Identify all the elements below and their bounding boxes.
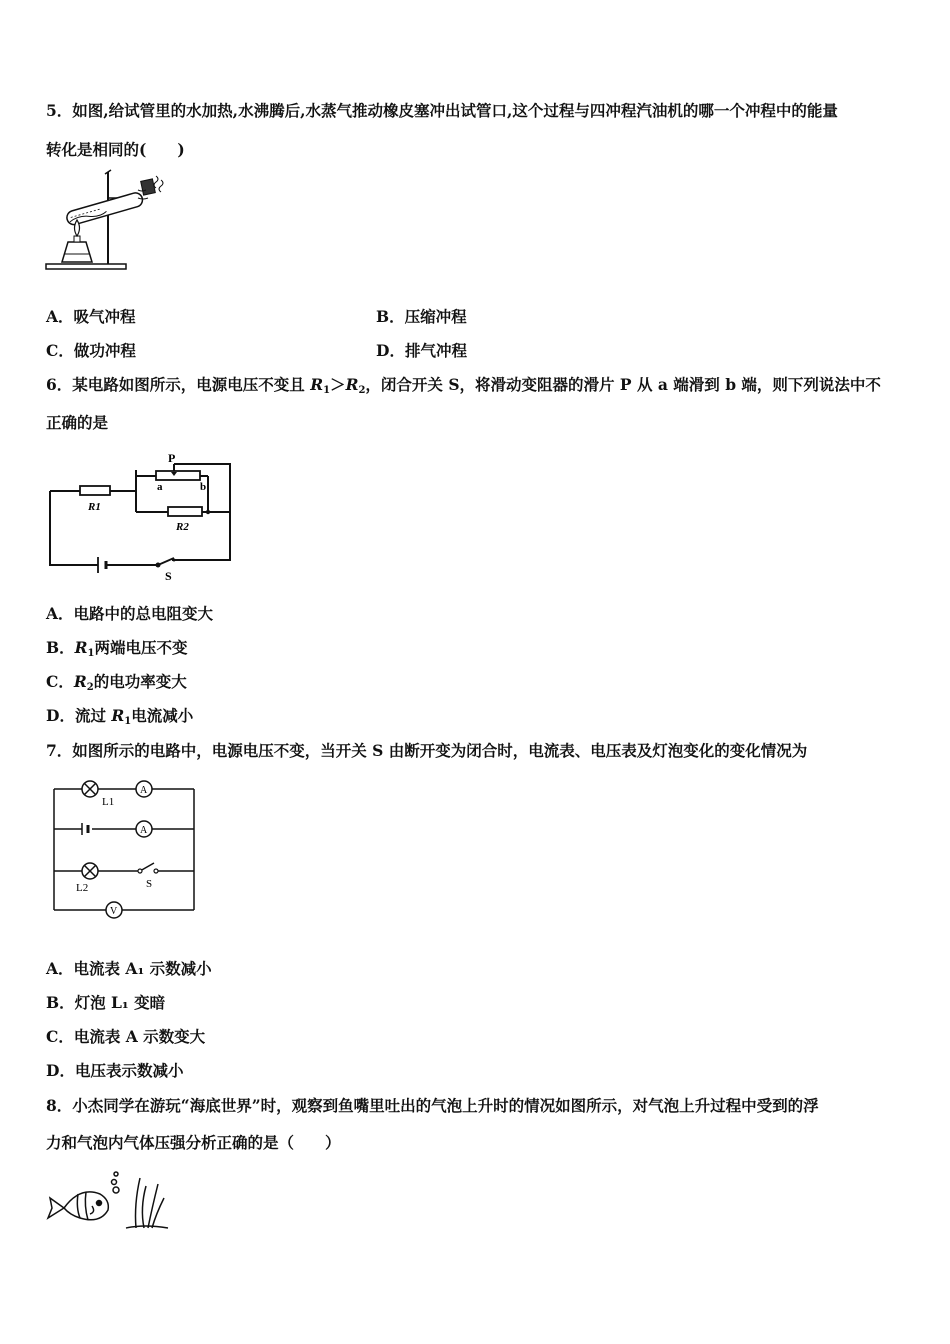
q5-option-c[interactable]: C．做功冲程 — [46, 341, 136, 360]
q6-option-a[interactable]: A．电路中的总电阻变大 — [46, 604, 214, 623]
q8-fish-bubbles-figure — [44, 1168, 172, 1232]
q7-option-d[interactable]: D．电压表示数减小 — [46, 1061, 184, 1080]
q5-stem-line2: 转化是相同的( ) — [46, 140, 185, 159]
q7-circuit-figure — [46, 775, 200, 925]
q8-stem-line1: 8．小杰同学在游玩“海底世界”时，观察到鱼嘴里吐出的气泡上升时的情况如图所示，对气泡上升过程中受到的浮 — [46, 1096, 819, 1115]
q5-stem-line1: 5．如图,给试管里的水加热,水沸腾后,水蒸气推动橡皮塞冲出试管口,这个过程与四冲程汽油机的哪一个冲程中的能量 — [46, 101, 838, 120]
q5-option-a[interactable]: A．吸气冲程 — [46, 307, 136, 326]
q6-stem-line1 — [46, 374, 881, 402]
label-p: P — [168, 451, 176, 465]
q6-option-c-r: R — [73, 672, 87, 691]
greater-than: ＞ — [330, 375, 346, 394]
q6-option-c[interactable] — [46, 671, 187, 699]
q6-option-d-prefix: D．流过 — [46, 706, 112, 725]
q7-stem: 7．如图所示的电路中，电源电压不变，当开关 S 由断开变为闭合时，电流表、电压表及灯泡变化的变化情况为 — [46, 741, 808, 760]
r2-symbol: R — [345, 375, 359, 394]
q6-option-b[interactable] — [46, 637, 187, 665]
q7-option-c[interactable]: C．电流表 A 示数变大 — [46, 1027, 206, 1046]
q6-option-d-sub: 1 — [124, 716, 132, 727]
r2-subscript: 2 — [358, 385, 366, 396]
q6-circuit-figure — [44, 448, 238, 582]
q6-option-b-sub: 1 — [87, 648, 95, 659]
q8-stem-line2: 力和气泡内气体压强分析正确的是（ ） — [46, 1133, 341, 1152]
voltmeter-label: V — [110, 906, 118, 917]
ammeter-a-label: A — [140, 825, 148, 836]
label-s: S — [165, 569, 172, 582]
q5-test-tube-figure — [44, 168, 179, 274]
label-b: b — [200, 481, 207, 493]
q6-stem-line2: 正确的是 — [46, 413, 109, 432]
q6-stem-part1: 6．某电路如图所示，电源电压不变且 — [46, 375, 311, 394]
lamp-l2-label: L2 — [76, 882, 89, 894]
q6-option-c-sub: 2 — [86, 682, 94, 693]
q6-option-d-r: R — [111, 706, 125, 725]
q5-option-b[interactable]: B．压缩冲程 — [376, 307, 467, 326]
label-r1: R1 — [88, 501, 101, 513]
switch-s-label: S — [146, 878, 153, 890]
q6-option-b-r: R — [74, 638, 88, 657]
r1-symbol: R — [310, 375, 324, 394]
r1-subscript: 1 — [323, 385, 331, 396]
q6-option-c-rest: 的电功率变大 — [93, 672, 187, 691]
q5-option-d[interactable]: D．排气冲程 — [376, 341, 467, 360]
lamp-l1-label: L1 — [102, 796, 115, 808]
q6-option-b-rest: 两端电压不变 — [94, 638, 188, 657]
q7-option-a[interactable]: A．电流表 A₁ 示数减小 — [46, 959, 212, 978]
q7-option-b[interactable]: B．灯泡 L₁ 变暗 — [46, 993, 166, 1012]
q6-stem-part2: ，闭合开关 S，将滑动变阻器的滑片 P 从 a 端滑到 b 端，则下列说法中不 — [365, 375, 881, 394]
q6-option-b-prefix: B． — [46, 638, 75, 657]
label-a: a — [157, 481, 163, 493]
ammeter-a1-label: A — [140, 785, 148, 796]
q6-option-d-rest: 电流减小 — [131, 706, 194, 725]
q6-option-c-prefix: C． — [46, 672, 74, 691]
q6-option-d[interactable] — [46, 705, 193, 733]
label-r2: R2 — [176, 521, 189, 533]
